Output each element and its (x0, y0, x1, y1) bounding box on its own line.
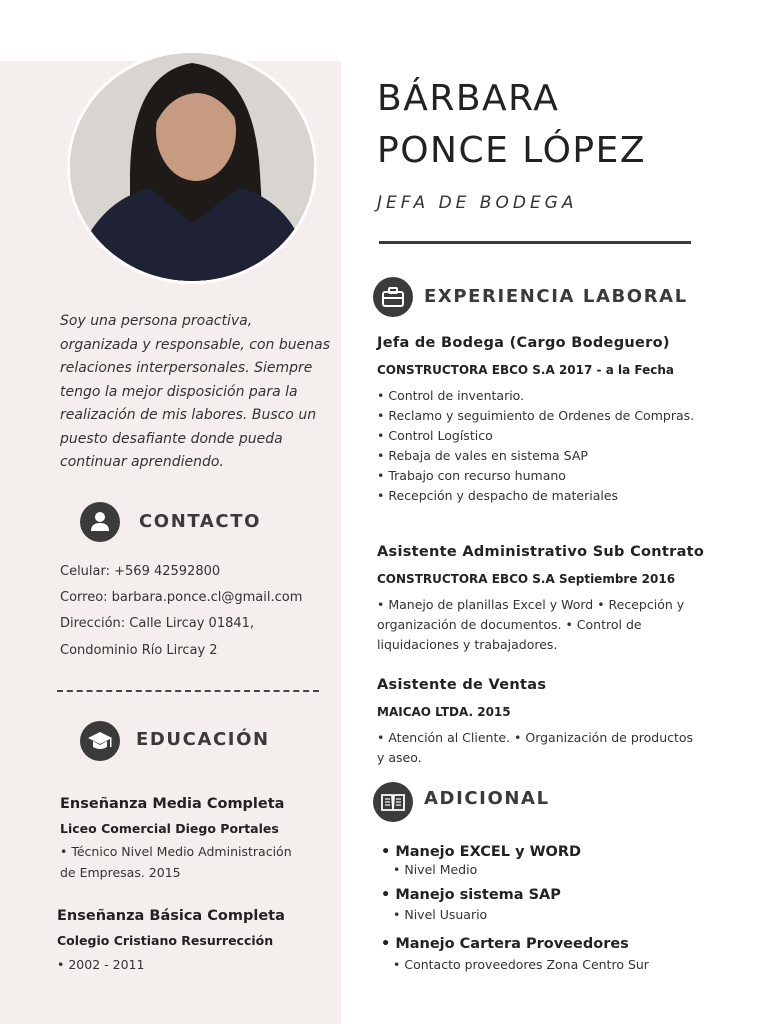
job-bullet: • Reclamo y seguimiento de Ordenes de Compras. (377, 408, 695, 423)
profile-summary: Soy una persona proactiva, organizada y responsable, con buenas relaciones interpersonales. Siempre tengo la mejor disposición para la realización de mis labores. Busco un puesto desafiante donde pueda continuar aprendiendo. (60, 313, 330, 470)
job-title-2: Asistente Administrativo Sub Contrato (377, 544, 705, 560)
profile-photo (67, 50, 317, 284)
contact-address: Dirección: Calle Lircay 01841, (60, 616, 255, 631)
additional-item-title: • Manejo EXCEL y WORD (381, 844, 582, 860)
education-heading: EDUCACIÓN (136, 729, 270, 750)
experience-heading: EXPERIENCIA LABORAL (424, 286, 688, 307)
header-rule (379, 241, 691, 244)
job-bullet: • Trabajo con recurso humano (377, 468, 566, 483)
job-bullet: • Control de inventario. (377, 388, 525, 403)
education-item-detail: • 2002 - 2011 (57, 957, 145, 972)
contact-email: Correo: barbara.ponce.cl@gmail.com (60, 590, 303, 605)
section-divider (57, 690, 319, 692)
job-bullet: • Recepción y despacho de materiales (377, 488, 619, 503)
job-bullet: • Rebaja de vales en sistema SAP (377, 448, 588, 463)
contact-phone: Celular: +569 42592800 (60, 564, 221, 579)
education-item-title: Enseñanza Media Completa (60, 796, 285, 812)
additional-item-detail: • Nivel Usuario (393, 907, 488, 922)
job-company-1: CONSTRUCTORA EBCO S.A 2017 - a la Fecha (377, 363, 674, 377)
contact-address-line2: Condominio Río Lircay 2 (60, 643, 218, 658)
job-description-2: • Manejo de planillas Excel y Word • Recepción y organización de documentos. • Control de liquidaciones y trabajadores. (377, 597, 685, 652)
additional-item-title: • Manejo Cartera Proveedores (381, 936, 629, 952)
education-item-title: Enseñanza Básica Completa (57, 908, 285, 924)
additional-heading: ADICIONAL (424, 788, 550, 809)
job-title-1: Jefa de Bodega (Cargo Bodeguero) (377, 335, 670, 351)
briefcase-icon (373, 277, 413, 317)
contact-icon (80, 502, 120, 542)
job-company-2: CONSTRUCTORA EBCO S.A Septiembre 2016 (377, 572, 676, 586)
job-title-3: Asistente de Ventas (377, 677, 547, 693)
education-item-detail-2: de Empresas. 2015 (60, 865, 181, 880)
contact-heading: CONTACTO (139, 511, 261, 532)
additional-item-title: • Manejo sistema SAP (381, 887, 561, 903)
name-line-2: PONCE LÓPEZ (377, 130, 647, 171)
education-item-detail: • Técnico Nivel Medio Administración (60, 844, 292, 859)
additional-item-detail: • Nivel Medio (393, 862, 478, 877)
job-title: JEFA DE BODEGA (377, 193, 578, 213)
job-bullet: • Control Logístico (377, 428, 493, 443)
education-item-school: Colegio Cristiano Resurrección (57, 933, 274, 948)
graduation-cap-icon (80, 721, 120, 761)
education-item-school: Liceo Comercial Diego Portales (60, 821, 279, 836)
job-company-3: MAICAO LTDA. 2015 (377, 705, 511, 719)
name-line-1: BÁRBARA (377, 78, 560, 119)
book-icon (373, 782, 413, 822)
job-description-3: • Atención al Cliente. • Organización de productos y aseo. (377, 730, 694, 765)
additional-item-detail: • Contacto proveedores Zona Centro Sur (393, 957, 649, 972)
job-bullets-1 (377, 386, 695, 506)
